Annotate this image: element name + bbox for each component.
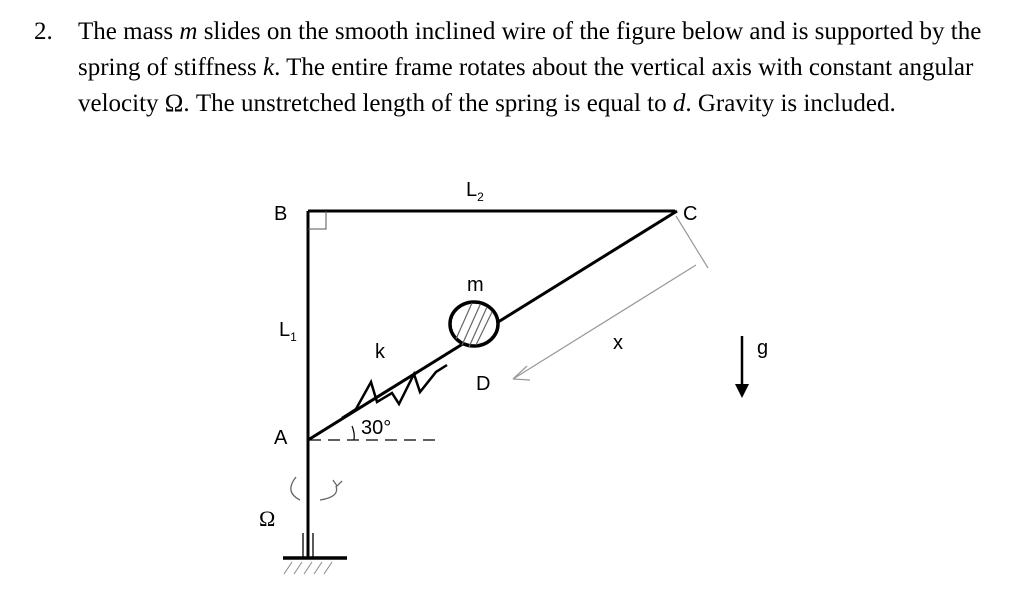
- label-m: m: [467, 274, 484, 296]
- ground-support: [283, 533, 347, 574]
- label-b: B: [274, 203, 288, 225]
- label-l2: [466, 179, 484, 204]
- variable-d: d: [672, 90, 686, 117]
- rotation-arrow: [291, 477, 342, 500]
- text-part-2: slides on the smooth inclined wire of the figure below and is supported by the spring of stiffness: [78, 18, 982, 81]
- label-a: A: [274, 427, 288, 449]
- label-angle-30: 30°: [361, 417, 392, 439]
- variable-m: m: [179, 18, 198, 45]
- text-part-4: . The unstretched length of the spring is equal to: [183, 90, 673, 117]
- label-l2-base: L: [466, 179, 478, 201]
- label-l1: [279, 319, 297, 344]
- mass-m: [450, 302, 498, 347]
- label-l1-sub: 1: [290, 330, 297, 344]
- label-g: g: [757, 337, 769, 359]
- label-omega: Ω: [259, 506, 276, 531]
- label-l2-sub: 2: [477, 190, 484, 204]
- problem-number: 2.: [34, 18, 53, 45]
- variable-omega: Ω: [164, 90, 184, 117]
- label-k: k: [375, 341, 385, 363]
- text-part-5: . Gravity is included.: [685, 90, 896, 117]
- angle-arc: [352, 426, 354, 440]
- gravity-arrow: [735, 336, 749, 398]
- label-l1-base: L: [279, 319, 291, 341]
- label-c: C: [683, 203, 698, 225]
- dimension-x: [513, 216, 708, 380]
- text-part-1: The mass: [78, 18, 180, 45]
- label-d: D: [476, 373, 491, 395]
- right-angle-marker: [308, 211, 326, 229]
- variable-k: k: [262, 54, 275, 81]
- label-x: x: [613, 332, 623, 354]
- text-part-3: . The entire frame rotates about the vertical axis with constant angular velocity: [78, 54, 974, 117]
